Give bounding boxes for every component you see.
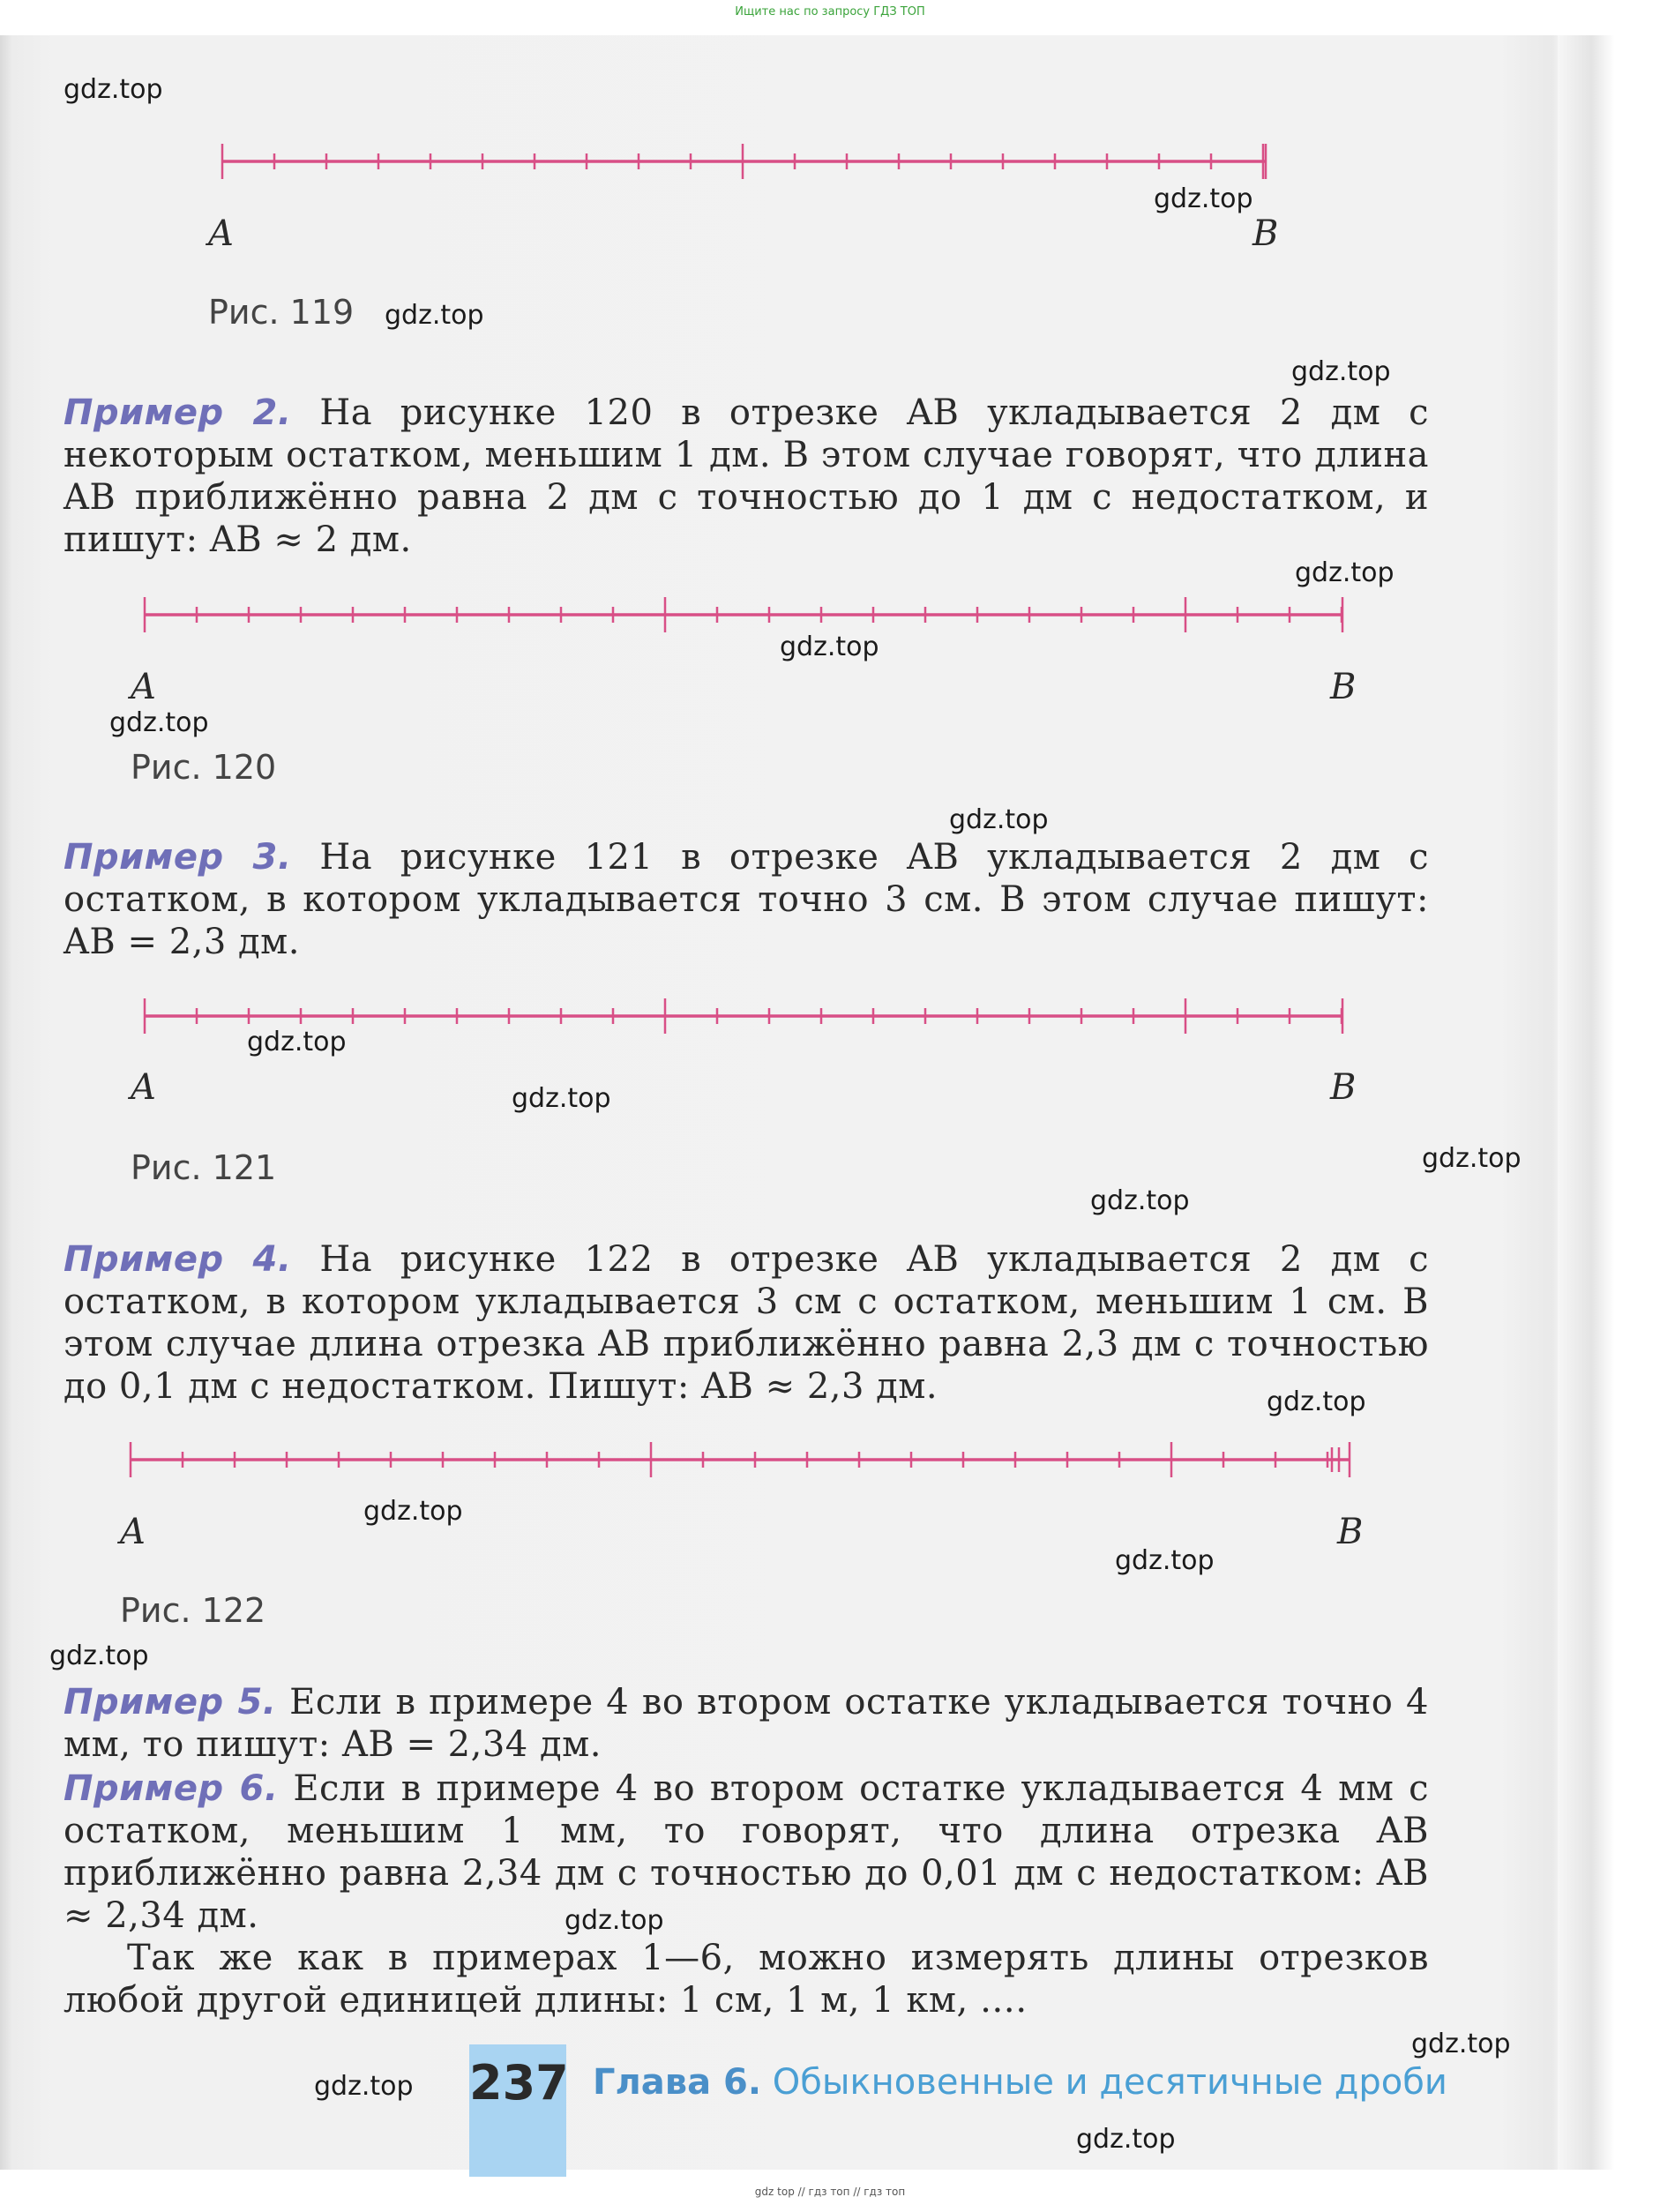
watermark: gdz.top (363, 1496, 463, 1527)
watermark: gdz.top (49, 1640, 149, 1671)
watermark: gdz.top (247, 1027, 347, 1057)
point-b-label: B (1252, 213, 1279, 254)
example-5-paragraph (64, 1681, 1429, 1766)
top-banner: Ищите нас по запросу ГДЗ ТОП (735, 5, 925, 19)
page-number-tab (469, 2044, 569, 2177)
point-a-label: A (120, 1512, 146, 1552)
example-label: Пример 4. (64, 1239, 292, 1280)
figure-caption: Рис. 121 (131, 1148, 277, 1187)
figure-caption: Рис. 119 (208, 293, 355, 332)
point-b-label: B (1330, 667, 1357, 707)
example-3-paragraph (64, 836, 1429, 963)
example-2-paragraph (64, 392, 1429, 561)
figure-caption: Рис. 122 (120, 1591, 266, 1630)
watermark: gdz.top (385, 300, 484, 331)
chapter-heading (593, 2062, 1447, 2103)
example-label: Пример 2. (64, 392, 292, 433)
example-label: Пример 6. (64, 1768, 279, 1809)
example-4-paragraph (64, 1238, 1429, 1408)
point-b-label: B (1330, 1067, 1357, 1108)
example-text: На рисунке 122 в отрезке AB укладывается 2 дм с остатком, в котором укладывается 3 см с остатком, меньшим 1 см. В этом случае длина отрезка AB приближённо равна 2,3 дм с точностью до 0,1 дм с недостатком. Пишут: AB ≈ 2,3 дм. (64, 1239, 1430, 1407)
figure-caption: Рис. 120 (131, 748, 277, 787)
watermark: gdz.top (780, 631, 879, 662)
watermark: gdz.top (314, 2071, 414, 2102)
watermark: gdz.top (1411, 2029, 1511, 2059)
watermark: gdz.top (1422, 1143, 1522, 1174)
watermark: gdz.top (1291, 356, 1391, 387)
page-edge (1558, 35, 1614, 2170)
chapter-number: Глава 6. (593, 2062, 762, 2103)
watermark: gdz.top (1154, 183, 1253, 214)
example-text: Если в примере 4 во втором остатке укладывается 4 мм с остатком, меньшим 1 мм, то говорят, что длина отрезка AB приближённо равна 2,34 дм с точностью до 0,01 дм с недостатком: AB ≈ 2,34 дм. (64, 1768, 1430, 1936)
watermark: gdz.top (949, 804, 1049, 835)
point-a-label: A (131, 667, 156, 707)
chapter-title: Обыкновенные и десятичные дроби (761, 2062, 1447, 2103)
watermark: gdz.top (1090, 1185, 1190, 1216)
watermark: gdz.top (1295, 557, 1395, 588)
watermark: gdz.top (1115, 1545, 1215, 1576)
watermark: gdz.top (109, 707, 209, 738)
watermark: gdz.top (512, 1083, 611, 1114)
example-text: Если в примере 4 во втором остатке укладывается точно 4 мм, то пишут: AB = 2,34 дм. (64, 1682, 1429, 1765)
example-label: Пример 3. (64, 837, 292, 878)
example-label: Пример 5. (64, 1682, 277, 1723)
point-b-label: B (1337, 1512, 1364, 1552)
example-text: На рисунке 121 в отрезке AB укладывается 2 дм с остатком, в котором укладывается точно 3 см. В этом случае пишут: AB = 2,3 дм. (64, 837, 1430, 962)
bottom-banner: gdz top // гдз топ // гдз топ (754, 2186, 906, 2198)
example-6-paragraph (64, 1767, 1429, 1937)
watermark: gdz.top (1267, 1386, 1366, 1417)
example-text: На рисунке 120 в отрезке AB укладывается 2 дм с некоторым остатком, меньшим 1 дм. В этом случае говорят, что длина AB приближённо равна 2 дм с точностью до 1 дм с недостатком, и пишут: AB ≈ 2 дм. (64, 392, 1430, 560)
point-a-label: A (208, 213, 234, 254)
closing-paragraph: Так же как в примерах 1—6, можно измерять длины отрезков любой другой единицей длины: 1 см, 1 м, 1 км, …. (64, 1938, 1429, 2021)
point-a-label: A (131, 1067, 156, 1108)
watermark: gdz.top (565, 1905, 664, 1936)
page-number: 237 (469, 2055, 569, 2111)
watermark: gdz.top (1076, 2124, 1176, 2155)
watermark: gdz.top (64, 74, 163, 105)
